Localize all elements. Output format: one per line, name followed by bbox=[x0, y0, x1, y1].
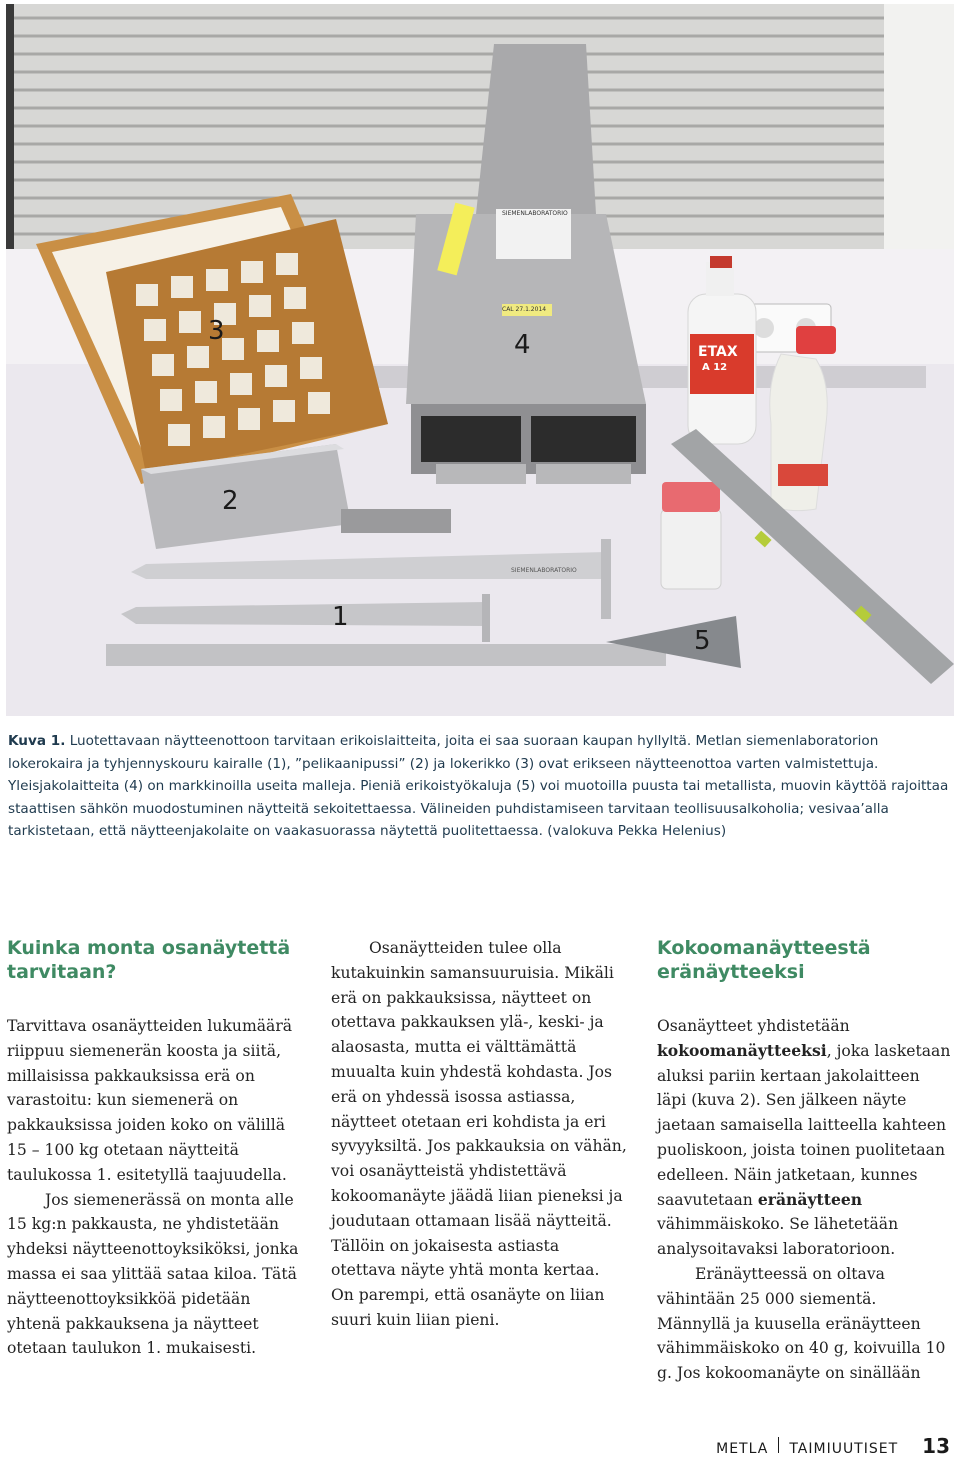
column-1 bbox=[7, 936, 303, 1361]
photo-label-4: 4 bbox=[514, 330, 531, 360]
page-number: 13 bbox=[922, 1434, 950, 1458]
bold-term: eränäytteen bbox=[757, 1189, 863, 1209]
photo-label-2: 2 bbox=[222, 486, 239, 516]
footer-divider bbox=[778, 1437, 779, 1453]
text-span: vähimmäiskoko. Se lähetetään analysoitavaksi laboratorioon. bbox=[657, 1215, 899, 1259]
text-span: Osanäytteet yhdistetään bbox=[657, 1017, 850, 1035]
caption-label: Kuva 1. bbox=[8, 733, 66, 749]
footer-brand: METLA bbox=[716, 1441, 769, 1457]
photo-figure bbox=[6, 4, 954, 716]
paragraph: Jos siemenerässä on monta alle 15 kg:n pakkausta, ne yhdistetään yhdeksi näytteenottoyksiköksi, jonka massa ei saa ylittää sataa kiloa. Tätä näytteenottoyksikköä pidetään yhtenä pakkauksena ja näytteet otetaan taulukon 1. mukaisesti. bbox=[7, 1190, 299, 1358]
probe-label: SIEMENLABORATORIO bbox=[511, 567, 577, 574]
section-heading-2: Kokoomanäytteestä eränäytteeksi bbox=[657, 937, 871, 983]
photo-label-5: 5 bbox=[694, 626, 711, 656]
bottle-brand: ETAX bbox=[698, 344, 738, 360]
caption-text: Luotettavaan näytteenottoon tarvitaan erikoislaitteita, joita ei saa suoraan kaupan hyllyltä. Metlan siemenlaboratorion lokerokaira ja tyhjennyskouru kairalle (1), ”pelikaanipussi” (2) ja lokerikko (3) ovat erikseen näytteenottoa varten valmistettuja. Yleisjakolaitteita (4) on markkinoilla useita malleja. Pieniä erikoistyökaluja (5) voi muotoilla puusta tai metallista, muovin käyttöä rajoittaa staattisen sähkön muodostuminen näytteitä sekoitettaessa. Välineiden puhdistamiseen tarvitaan teollisuusalkoholia; vesivaa’alla tarkistetaan, että näytteenjakolaite on vaakasuorassa näytettä puolitettaessa. (valokuva Pekka Helenius) bbox=[8, 733, 949, 839]
footer-magazine: TAIMIUUTISET bbox=[789, 1441, 899, 1457]
photo-label-3: 3 bbox=[208, 316, 225, 346]
bold-term: kokoomanäytteeksi bbox=[657, 1040, 827, 1060]
section-heading-1: Kuinka monta osanäytettä tarvitaan? bbox=[7, 937, 291, 983]
photo-illustration bbox=[6, 4, 954, 716]
paragraph: Osanäytteiden tulee olla kutakuinkin samansuuruisia. Mikäli erä on pakkauksissa, näytteet on otettava pakkauksen ylä-, keski- ja alaosasta, mutta ei välttämättä muualta kuin yhdestä kohdasta. Jos erä on yhdessä isossa astiassa, näytteet otetaan eri kohdista ja eri syvyyksiltä. Jos pakkauksia on vähän, voi osanäytteistä yhdistettävä kokoomanäyte jäädä liian pieneksi ja joudutaan ottamaan lisää näytteitä. Tällöin on jokaisesta astiasta otettava näyte yhtä monta kertaa. On parempi, että osanäyte on liian suuri kuin liian pieni. bbox=[331, 939, 627, 1329]
paragraph: Tarvittava osanäytteiden lukumäärä riippuu siemenerän koosta ja siitä, millaisissa pakkauksissa erä on varastoitu: kun siemenerä on pakkauksissa joiden koko on välillä 15 – 100 kg otetaan näytteitä taulukossa 1. esitetyllä taajuudella. bbox=[7, 1017, 293, 1184]
device-label: SIEMENLABORATORIO bbox=[502, 210, 568, 217]
device-date: CAL 27.1.2014 bbox=[502, 306, 547, 313]
page-footer bbox=[716, 1434, 950, 1458]
figure-caption bbox=[8, 730, 954, 843]
column-2 bbox=[331, 936, 627, 1333]
column-3 bbox=[657, 936, 953, 1386]
paragraph: Eränäytteessä on oltava vähintään 25 000 siementä. Männyllä ja kuusella eränäytteen vähimmäiskoko on 40 g, koivuilla 10 g. Jos kokoomanäyte on sinällään bbox=[657, 1264, 946, 1383]
photo-label-1: 1 bbox=[332, 602, 349, 632]
bottle-sub: A 12 bbox=[702, 362, 728, 373]
paragraph bbox=[657, 1014, 953, 1262]
text-span: , joka lasketaan aluksi pariin kertaan jakolaitteen läpi (kuva 2). Sen jälkeen näyte jaetaan samaisella laitteella kahteen puoliskoon, joista toinen puolitetaan edelleen. Näin jatketaan, kunnes saavutetaan bbox=[657, 1041, 951, 1209]
